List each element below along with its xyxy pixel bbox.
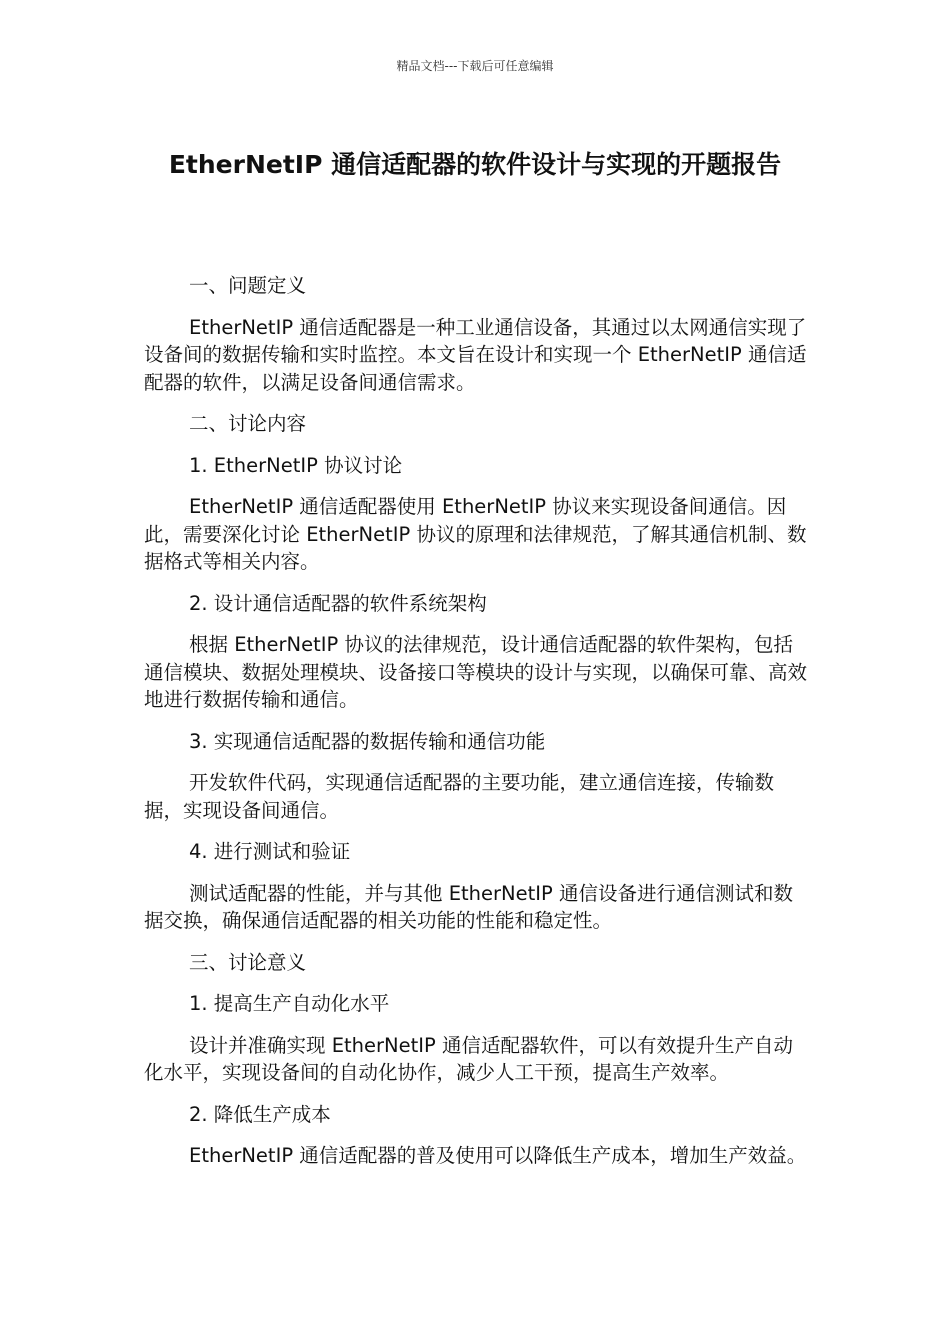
document-body	[144, 272, 808, 1184]
subheading-software-architecture: 2. 设计通信适配器的软件系统架构	[189, 591, 487, 615]
header-note: 精品文档---下载后可任意编辑	[396, 59, 554, 73]
paragraph-cost-reduction: EtherNetIP 通信适配器的普及使用可以降低生产成本，增加生产效益。	[189, 1144, 807, 1167]
subheading-protocol-discussion: 1. EtherNetIP 协议讨论	[189, 453, 403, 477]
paragraph-protocol-discussion: EtherNetIP 通信适配器使用 EtherNetIP 协议来实现设备间通信。因此，需要深化讨论 EtherNetIP 协议的原理和法律规范，了解其通信机制、数据格式等相关内容。	[144, 495, 807, 573]
section-heading-problem-definition: 一、问题定义	[189, 274, 307, 297]
document-title: EtherNetIP 通信适配器的软件设计与实现的开题报告	[168, 150, 782, 179]
subheading-data-transfer: 3. 实现通信适配器的数据传输和通信功能	[189, 729, 546, 753]
subheading-automation: 1. 提高生产自动化水平	[189, 992, 390, 1015]
paragraph-automation: 设计并准确实现 EtherNetIP 通信适配器软件，可以有效提升生产自动化水平，实现设备间的自动化协作，减少人工干预，提高生产效率。	[144, 1033, 793, 1084]
paragraph-software-architecture: 根据 EtherNetIP 协议的法律规范，设计通信适配器的软件架构，包括通信模块、数据处理模块、设备接口等模块的设计与实现，以确保可靠、高效地进行数据传输和通信。	[144, 633, 808, 711]
subheading-testing: 4. 进行测试和验证	[189, 840, 351, 863]
section-heading-discussion-content: 二、讨论内容	[189, 412, 307, 435]
paragraph-data-transfer: 开发软件代码，实现通信适配器的主要功能，建立通信连接，传输数据，实现设备间通信。	[144, 771, 775, 822]
subheading-cost-reduction: 2. 降低生产成本	[189, 1102, 331, 1126]
section-heading-significance: 三、讨论意义	[189, 950, 307, 974]
paragraph-testing: 测试适配器的性能，并与其他 EtherNetIP 通信设备进行通信测试和数据交换，确保通信适配器的相关功能的性能和稳定性。	[144, 881, 793, 932]
paragraph-problem-definition: EtherNetIP 通信适配器是一种工业通信设备，其通过以太网通信实现了设备间的数据传输和实时监控。本文旨在设计和实现一个 EtherNetIP 通信适配器的软件，以满足设备间通信需求。	[144, 315, 807, 394]
